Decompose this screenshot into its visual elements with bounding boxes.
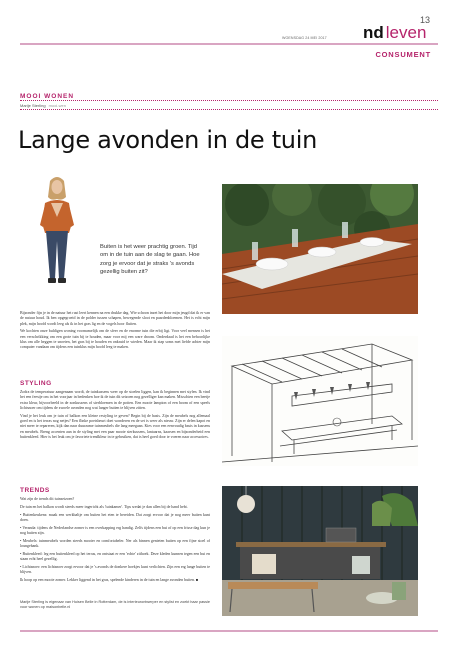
page-number: 13 [419,15,430,25]
byline [20,103,66,108]
styling-paragraph-2: Vind je het leuk om je tuin of balkon een kleine restyling te geven? Begin bij de basis. Zijn de meubels nog allemaal goed en is het terras nog netjes? Een flinke poetsbeurt doet wonderen en de set is weer als nieuw. Zijn er delen kapot en niet meer te repareren, kijk dan naar duurzame tuinmeubels die lang meegaan. Kies voor een eenvoudig basis in kussens en meubels. Breng accenten aan in de styling met een paar mooie sierkussens, lantaarns, kaarsen en bijzonderheid een buitenkleed. Hier is het leuk om je favoriete trendkleur in te gebruiken, dat is heel goed door te voeren naar accessoires. [20,412,210,439]
byline-dotted-rule [20,109,438,110]
author-footer-note: Marije Sterling is eigenaar van Huisen Belle in Rotterdam, de is interieurontwerper en stylist en zoekt haar passie voor wonen op maisonbelle.nl [20,600,210,610]
byline-role: mooi-wen [48,103,66,108]
subhead-styling: STYLING [20,380,52,387]
article-intro: Buiten is het weer prachtig groen. Tijd om in de tuin aan de slag te gaan. Hoe zorg je ervoor dat je straks 's avonds gezellig buiten zit? [100,244,200,275]
masthead-logo [363,24,426,41]
body-paragraph-1: Bijzonder fijn je in de natuur het rust leert kennen na een drukke dag. Wie schoon inzet het door mijn jeugd dat ik er van de natuur houd. Ik ben opgegroeid in de polder tussen schapen, bewegende sloot en paardenbloemen. Het is echt mijn plek, mijn hoofd wordt leeg als ik in het gras lig en de vogels hoor fluiten. [20,310,210,326]
trends-item-veranda: • Veranda: tijdens de Nederlandse zomer is een overkapping erg handig. Zelfs tijdens een bui of op een frisse dag kun je nog buiten zijn. [20,524,210,535]
masthead-nd: nd [363,23,384,42]
bottom-divider-bar [20,630,438,632]
trends-paragraph-2: De tuin en het balkon wordt steeds meer ingericht als 'tuinkamer'. Tips sredat je dan allen bij de hand hebt. [20,503,188,509]
date-line: WOENSDAG 24 MEI 2017 [282,36,327,40]
trends-item-meubels: • Meubels: tuinmeubels worden steeds mooier en comfortabeler. Ner als binnen genieten buiten op een fijne stoel of loungebank. [20,537,210,549]
photo-outdoor-kitchen [222,486,418,616]
section-label: CONSUMENT [375,50,431,59]
topic-dotted-rule [20,100,438,101]
styling-paragraph-1: Zodra de temperatuur aangenaam wordt, de tuinkussens weer op de stoelen liggen, kan ik beginnen met stylen. Ik vind het een feestje om in het voorjaar in bedenken hoe ik de tuin dit seizoen nog gezelliger kan maken. Misschien een beetje extra kleur, bijvoorbeeld in de zonkussens of sierbloemen in de potten. Een mooie lampion of een boom of een speels lichtsnoer om tijdens de zwoele avonden nog wat langer buiten te blijven zitten. [20,389,210,410]
styling-column [20,389,210,442]
table-setting-photo-icon [222,184,418,314]
trends-item-buitenkleed: • Buitenkleed: leg een buitenkleed op het terras, en ontstaat er een 'echte' zithoek. Deze kleden kunnen tegen een bui en staan echt heel gezellig. [20,550,210,562]
veranda-sketch-icon [222,336,418,466]
topic-label: MOOI WONEN [20,93,75,100]
masthead-leven: leven [385,23,427,42]
trends-column [20,496,210,585]
body-intro-column [20,310,210,352]
trends-closing-paragraph: Ik hoop op een mooie zomer. Lekker liggend in het gras, spelende kinderen in de tuin en lange avonden buiten. ■ [20,577,199,583]
headline: Lange avonden in de tuin [18,126,317,154]
author-portrait [36,175,78,291]
photo-table-setting [222,184,418,314]
trends-paragraph-1: Wat zijn de trends dit tuinseizoen? [20,496,75,501]
subhead-trends: TRENDS [20,487,50,494]
body-paragraph-2: We kochten onze buldigen woning voornamelijk om de sfeer en de enorme tuin die erbij ligt. Voor veel mensen is het een verschrikking om een grote tuin bij te houden, maar voor mij een ware droom. Onderdaad is het een behoorlijke klus om alle heggen te snoeien, het gras bij te houden en onkruid te wieden. Maar ik stap soms met liefde achter mijn computer vandaan om tijdens een tuinklus mijn hoofd leeg te maken. [20,328,210,350]
section-divider-bar [20,43,438,45]
outdoor-kitchen-photo-icon [222,486,418,616]
trends-item-buitenkeukens: • Buitenkeukens: maak een werkbaltje om buiten het eten te bereiden. Dat zorgt ervoor dat je nog meer buiten kunt doen. [20,511,210,522]
photo-veranda-sketch [222,336,418,466]
byline-author: Marije Sterling [20,103,46,108]
trends-item-lichtsnoer: • Lichtsnoer: een lichtsnoer zorgt ervoor dat je 's avonds de donkere hoekjes kunt verlichten. Zijn een erg lange buiten te blijven. [20,563,210,575]
woman-portrait-illustration [36,175,78,287]
